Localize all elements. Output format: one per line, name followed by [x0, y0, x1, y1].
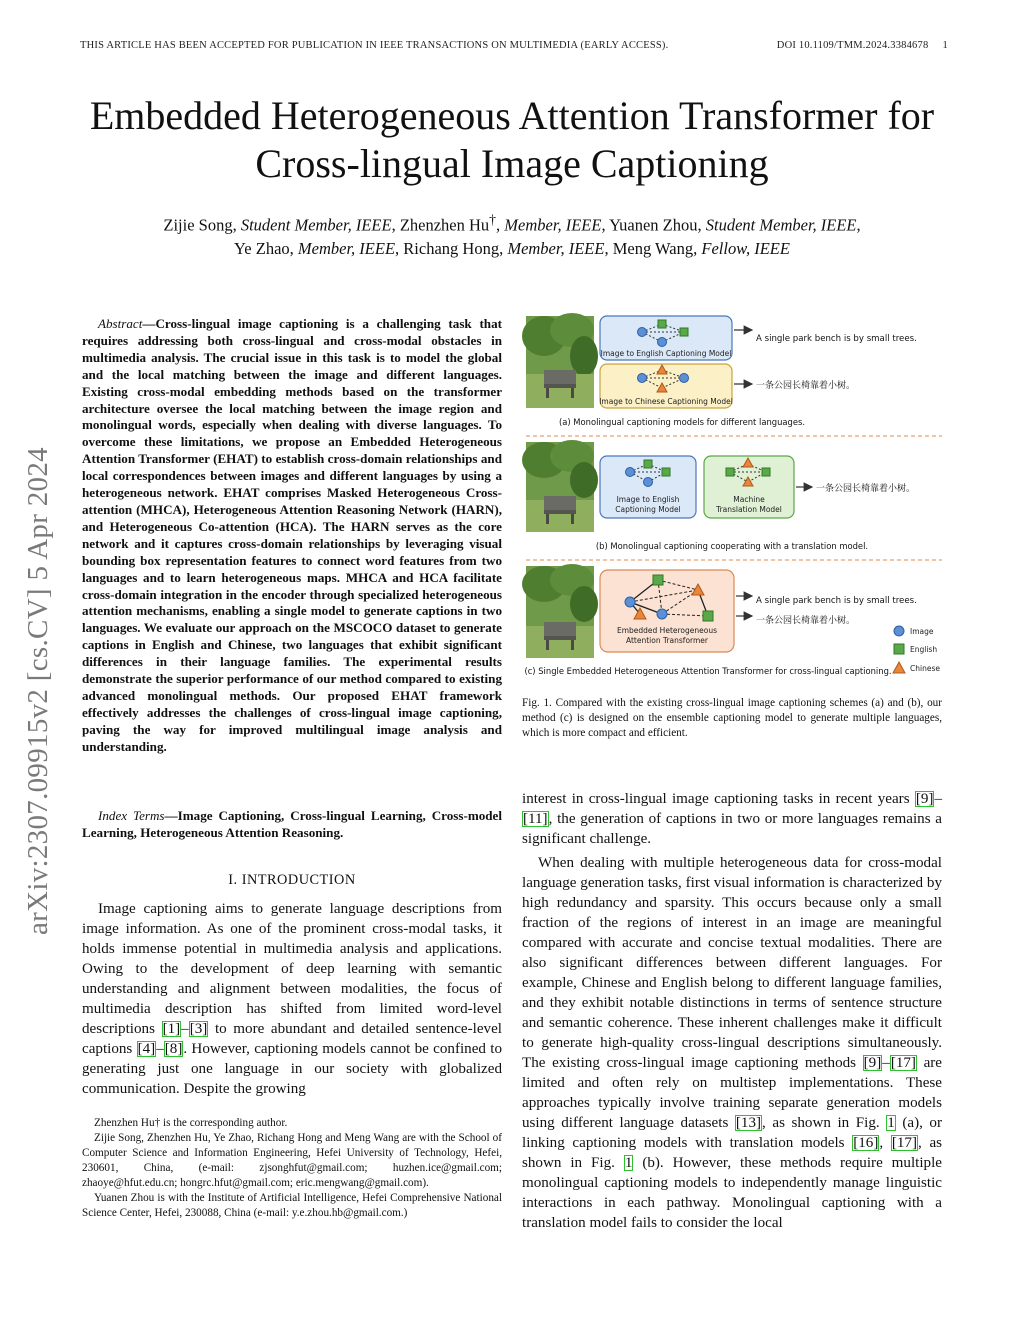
model-b1-label-line2: Captioning Model [615, 505, 681, 514]
doi-and-page [777, 40, 948, 51]
index-terms-text: —Image Captioning, Cross-lingual Learning, Cross-model Learning, Heterogeneous Attention Reasoning. [82, 808, 503, 840]
text-run: , as shown in Fig. [762, 1115, 887, 1131]
legend-english-label: English [910, 645, 938, 654]
text-run: (a), or linking captioning models with translation models [522, 1115, 943, 1151]
author-role: Fellow, IEEE [701, 238, 790, 258]
title-line-2: Cross-lingual Image Captioning [255, 141, 769, 186]
photo-thumbnail-b [522, 440, 598, 532]
text-run: When dealing with multiple heterogeneous data for cross-modal language generation tasks, first visual information is characterized by high redundancy and sparsity. This occurs because only a small fraction of the regions of interest in an image are meaningful compared with accurate and concise textual modalities. There are also significant differences between different languages. For example, Chinese and English belong to different language families, and they exhibit notable distinctions in terms of sentence structure and semantic coherence. These inherent challenges make it difficult to generate high-quality cross-lingual descriptions simultaneously. The existing cross-lingual image captioning methods [522, 855, 942, 1071]
author-name: Zijie Song, [163, 215, 241, 235]
author-role: Member, IEEE [297, 238, 396, 258]
figure-link[interactable]: 1 [624, 1155, 633, 1171]
text-run: interest in cross-lingual image captioning tasks in recent years [522, 791, 915, 807]
separator: , [496, 215, 505, 235]
author-line-2 [60, 237, 964, 260]
citation-link[interactable]: [9] [863, 1055, 882, 1071]
doi[interactable]: DOI 10.1109/TMM.2024.3384678 [776, 40, 929, 51]
citation-link[interactable]: [17] [891, 1135, 917, 1151]
legend-chinese-label: Chinese [910, 664, 940, 673]
footnote-affiliation-2: Yuanen Zhou is with the Institute of Artificial Intelligence, Hefei Comprehensive National Science Center, Hefei, 230088, China (e-mail: y.e.zhou.hb@gmail.com.) [82, 1192, 502, 1219]
citation-link[interactable]: [4] [137, 1041, 156, 1057]
text-run: . However, captioning models cannot be confined to generating just one language in our society with globalized communication. Despite the growing [82, 1041, 502, 1097]
page-number: 1 [942, 40, 948, 51]
author-list [60, 208, 964, 260]
caption-chinese-c: 一条公园长椅靠着小树。 [756, 616, 856, 626]
section-heading: I. INTRODUCTION [228, 872, 356, 888]
legend-chinese-icon [893, 662, 905, 673]
photo-thumbnail-a [522, 313, 598, 408]
text-run: , [879, 1135, 891, 1151]
author-name: , Yuanen Zhou, [601, 215, 706, 235]
citation-link[interactable]: [1] [162, 1021, 181, 1037]
legend-image-icon [894, 626, 904, 636]
author-line-1 [60, 208, 964, 237]
text-run: to more abundant and detailed sentence-level captions [82, 1021, 502, 1057]
separator: , [856, 215, 861, 235]
index-terms [82, 808, 502, 842]
figure-1 [522, 312, 946, 690]
citation-link[interactable]: [11] [523, 811, 548, 827]
text-run: – [156, 1041, 164, 1057]
model-a1-label: Image to English Captioning Model [600, 349, 732, 358]
author-name: , Richang Hong, [395, 238, 508, 258]
corresponding-mark: † [489, 212, 497, 227]
paper-title [40, 92, 984, 188]
subcaption-c: (c) Single Embedded Heterogeneous Attention Transformer for cross-lingual captioning. [524, 666, 892, 676]
abstract-text: —Cross-lingual image captioning is a challenging task that requires addressing both cross-lingual and cross-modal obstacles in multimedia analysis. The crucial issue in this task is to model the global and the local matching between the image and different languages. Existing cross-modal embedding methods based on the transformer architecture oversee the local matching between the image region and monolingual words, especially when dealing with diverse languages. To overcome these limitations, we propose an Embedded Heterogeneous Attention Transformer (EHAT) to establish cross-domain relationships and local correspondences between images and different languages by using a heterogeneous network. EHAT comprises Masked Heterogeneous Cross-attention (MHCA), Heterogeneous Attention Reasoning Network (HARN), and Heterogeneous Co-attention (HCA). The HARN serves as the core network and it captures cross-domain relationships by leveraging visual bounding box representation features to connect word features from two languages and to learn heterogeneous maps. MHCA and HCA facilitate cross-domain integration in the encoder through specialized heterogeneous attention mechanisms, enabling a single model to generate captions in two languages. We evaluate our approach on the MSCOCO dataset to generate captions in English and Chinese, two languages that exhibit significant differences in their language families. The experimental results demonstrate the superior performance of our method compared to existing advanced monolingual methods. Our proposed EHAT framework effectively addresses the challenges of cross-lingual image captioning, paving the way for improved multilingual image analysis and understanding. [82, 316, 502, 754]
model-b2-label-line1: Machine [733, 495, 765, 504]
author-name: Ye Zhao, [234, 238, 298, 258]
title-line-1: Embedded Heterogeneous Attention Transformer for [89, 93, 935, 138]
legend-image-label: Image [910, 627, 934, 636]
model-b1-label-line1: Image to English [616, 495, 680, 504]
model-a2-label: Image to Chinese Captioning Model [599, 397, 733, 406]
text-run: (b). However, these methods require multiple monolingual captioning models to independently manage linguistic interactions in each pathway. Monolingual captioning with a translation model fails to consider the local [522, 1155, 942, 1231]
caption-english-a: A single park bench is by small trees. [756, 334, 917, 344]
abstract [82, 316, 502, 756]
legend-english-icon [894, 644, 904, 654]
citation-link[interactable]: [17] [890, 1055, 916, 1071]
footnotes [82, 1116, 502, 1221]
model-c-label-line1: Embedded Heterogeneous [616, 626, 718, 635]
figure-caption: Fig. 1. Compared with the existing cross-lingual image captioning schemes (a) and (b), our method (c) is designed on the ensemble captioning model to generate multiple languages, which is more compact and efficient. [522, 697, 942, 739]
journal-notice: THIS ARTICLE HAS BEEN ACCEPTED FOR PUBLICATION IN IEEE TRANSACTIONS ON MULTIMEDIA (EARLY ACCESS). [80, 40, 669, 51]
model-b2-label-line2: Translation Model [716, 505, 782, 514]
text-run: are limited and often rely on multistep implementations. These approaches typically involve training separate generation models using different language datasets [522, 1055, 943, 1131]
text-run: – [934, 791, 942, 807]
text-run: , the generation of captions in two or more languages remains a significant challenge. [522, 811, 942, 847]
right-paragraph-1 [522, 789, 942, 849]
caption-chinese-b: 一条公园长椅靠着小树。 [816, 484, 916, 494]
footnote-affiliation-1: Zijie Song, Zhenzhen Hu, Ye Zhao, Richang Hong and Meng Wang are with the School of Computer Science and Information Engineering, Hefei University of Technology, Hefei, 230601, China, (e-mail: zjsonghfut@gmail.com; huzhen.ice@gmail.com; zhaoye@hfut.edu.cn; hongrc.hfut@gmail.com; eric.mengwang@gmail.com). [82, 1132, 502, 1189]
author-role: Student Member, IEEE [705, 215, 857, 235]
author-role: Member, IEEE [507, 238, 605, 258]
photo-thumbnail-c [522, 564, 598, 658]
citation-link[interactable]: [8] [164, 1041, 183, 1057]
figure-legend [893, 626, 940, 673]
abstract-label: Abstract [98, 316, 143, 331]
author-name: , Meng Wang, [604, 238, 702, 258]
citation-link[interactable]: [16] [853, 1135, 879, 1151]
index-terms-label: Index Terms [98, 808, 165, 823]
citation-link[interactable]: [9] [915, 791, 934, 807]
text-run: , as shown in Fig. [522, 1135, 943, 1171]
right-paragraph-2 [522, 853, 942, 1233]
author-role: Student Member, IEEE [240, 215, 392, 235]
author-role: Member, IEEE [504, 215, 602, 235]
footnote-corresponding: Zhenzhen Hu† is the corresponding author. [94, 1117, 288, 1129]
figure-link[interactable]: 1 [887, 1115, 895, 1131]
subcaption-a: (a) Monolingual captioning models for different languages. [558, 417, 806, 427]
citation-link[interactable]: [13] [735, 1115, 762, 1131]
running-head [80, 40, 948, 51]
caption-english-c: A single park bench is by small trees. [756, 596, 917, 606]
caption-chinese-a: 一条公园长椅靠着小树。 [756, 381, 856, 391]
text-run: – [181, 1021, 189, 1037]
author-name: , Zhenzhen Hu [391, 215, 490, 235]
subcaption-b: (b) Monolingual captioning cooperating with a translation model. [595, 541, 869, 551]
figure-1-diagram [522, 312, 946, 690]
intro-paragraph [82, 899, 502, 1099]
arxiv-stamp: arXiv:2307.09915v2 [cs.CV] 5 Apr 2024 [22, 447, 54, 935]
text-run: Image captioning aims to generate language descriptions from image information. As one of the prominent cross-modal tasks, it holds immense potential in multimedia analysis and applications. Owing to the development of deep learning with semantic understanding and alignment between modalities, the focus of multimedia description has shifted from limited word-level descriptions [82, 901, 502, 1037]
text-run: – [882, 1055, 890, 1071]
model-c-label-line2: Attention Transformer [625, 636, 709, 645]
citation-link[interactable]: [3] [189, 1021, 208, 1037]
